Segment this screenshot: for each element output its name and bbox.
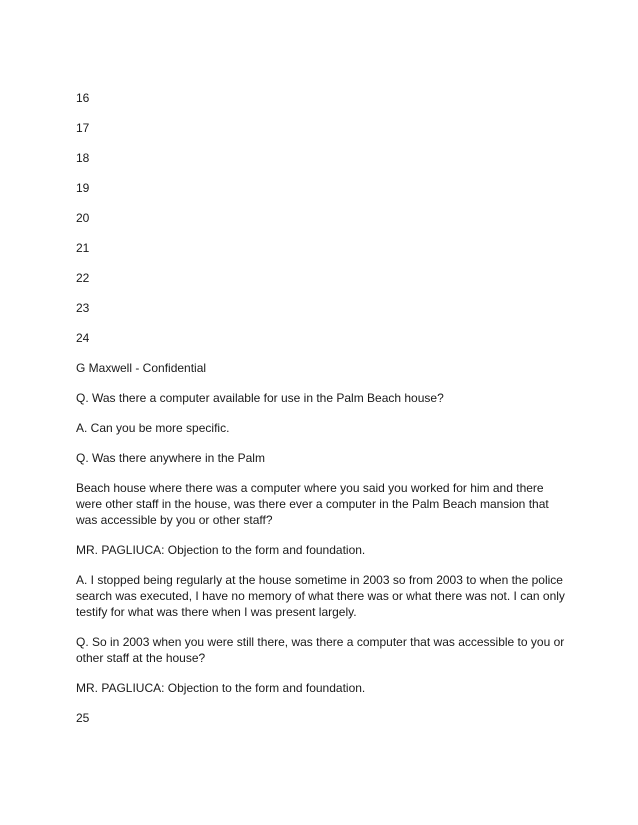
answer-paragraph: A. Can you be more specific. bbox=[76, 421, 230, 435]
question-continuation-paragraph: Beach house where there was a computer where you said you worked for him and there were other staff in the house, was there ever a computer in the Palm Beach mansion that was accessible by you or other staff? bbox=[76, 481, 549, 527]
question-paragraph: Q. Was there a computer available for use in the Palm Beach house? bbox=[76, 391, 444, 405]
answer-paragraph: A. I stopped being regularly at the house sometime in 2003 so from 2003 to when the police search was executed, I have no memory of what there was or what there was not. I can only testify for what was there when I was present largely. bbox=[76, 573, 565, 619]
confidential-header: G Maxwell - Confidential bbox=[76, 361, 207, 375]
line-number: 17 bbox=[76, 121, 90, 135]
line-number: 21 bbox=[76, 241, 90, 255]
objection-paragraph: MR. PAGLIUCA: Objection to the form and foundation. bbox=[76, 543, 366, 557]
line-number: 22 bbox=[76, 271, 90, 285]
question-paragraph: Q. Was there anywhere in the Palm bbox=[76, 451, 265, 465]
line-number: 19 bbox=[76, 181, 90, 195]
line-number: 24 bbox=[76, 331, 90, 345]
line-number: 23 bbox=[76, 301, 90, 315]
line-number: 25 bbox=[76, 711, 90, 725]
question-paragraph: Q. So in 2003 when you were still there, was there a computer that was accessible to you or other staff at the house? bbox=[76, 635, 565, 665]
line-number: 16 bbox=[76, 91, 90, 105]
objection-paragraph: MR. PAGLIUCA: Objection to the form and foundation. bbox=[76, 681, 366, 695]
line-number: 20 bbox=[76, 211, 90, 225]
transcript-page bbox=[76, 90, 566, 740]
line-number: 18 bbox=[76, 151, 90, 165]
